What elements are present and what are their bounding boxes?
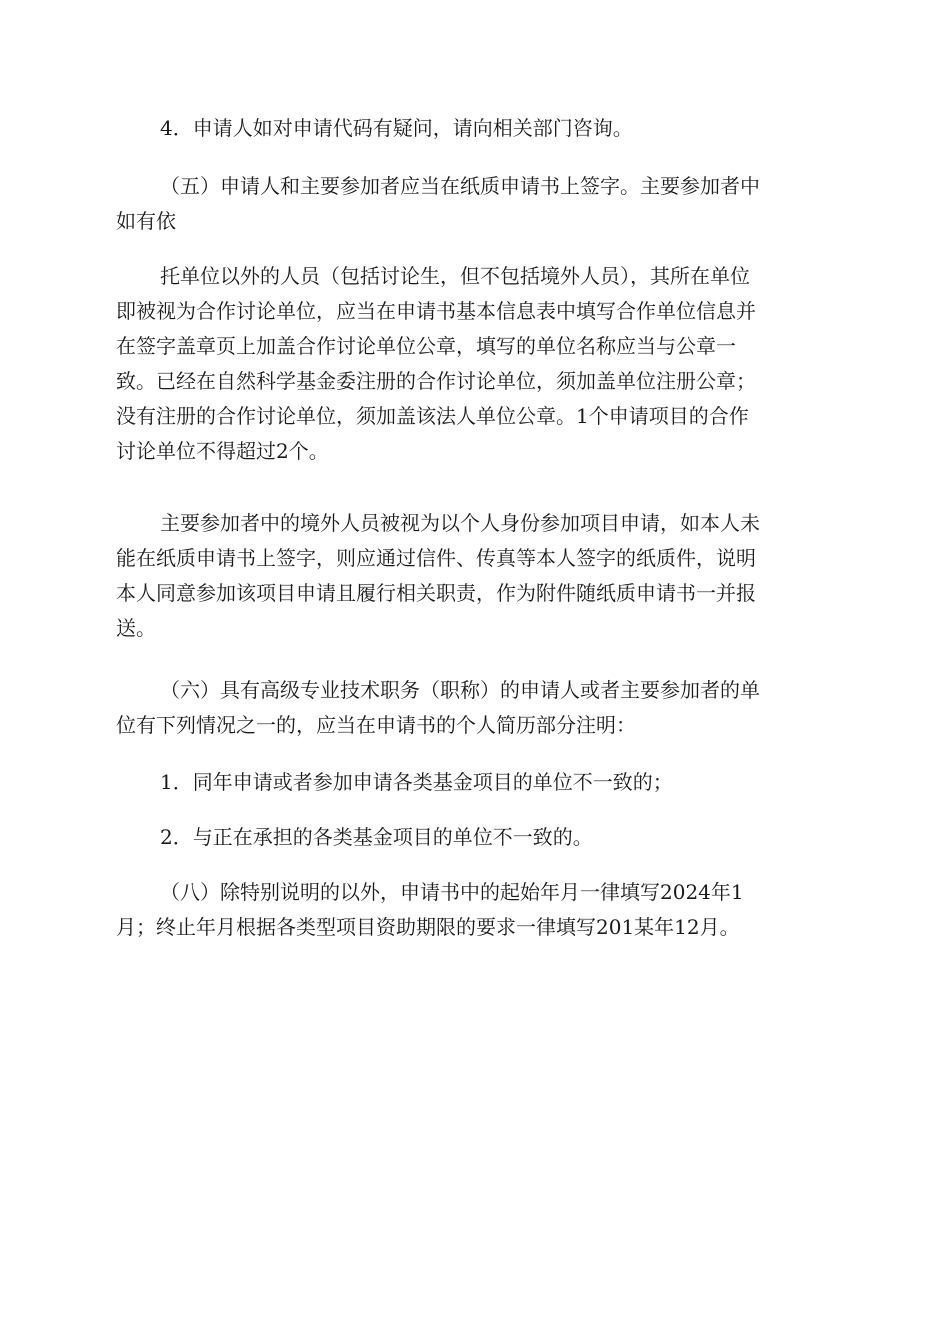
text-line: 1．同年申请或者参加申请各类基金项目的单位不一致的； — [160, 770, 673, 794]
text-line: 如有依 — [116, 209, 176, 233]
paragraph-item-4 — [116, 111, 836, 146]
text-line: 位有下列情况之一的，应当在申请书的个人简历部分注明： — [116, 713, 636, 737]
paragraph-overseas — [116, 506, 836, 646]
paragraph-section-5-continued — [116, 259, 836, 469]
text-line: （八）除特别说明的以外，申请书中的起始年月一律填写2024年1 — [160, 880, 744, 904]
paragraph-item-2 — [116, 820, 836, 855]
text-line: 讨论单位不得超过2个。 — [116, 439, 329, 463]
text-line: 致。已经在自然科学基金委注册的合作讨论单位，须加盖单位注册公章； — [116, 369, 756, 393]
text-line: 主要参加者中的境外人员被视为以个人身份参加项目申请，如本人未 — [160, 511, 760, 535]
text-line: 送。 — [116, 616, 156, 640]
text-line: 在签字盖章页上加盖合作讨论单位公章，填写的单位名称应当与公章一 — [116, 334, 736, 358]
text-line: 本人同意参加该项目申请且履行相关职责，作为附件随纸质申请书一并报 — [116, 581, 756, 605]
text-line: （六）具有高级专业技术职务（职称）的申请人或者主要参加者的单 — [160, 678, 760, 702]
paragraph-section-5 — [116, 169, 836, 239]
text-line: 没有注册的合作讨论单位，须加盖该法人单位公章。1个申请项目的合作 — [116, 404, 749, 428]
text-line: 2．与正在承担的各类基金项目的单位不一致的。 — [160, 825, 593, 849]
text-line: 月；终止年月根据各类型项目资助期限的要求一律填写201某年12月。 — [116, 915, 740, 939]
text-line: 4．申请人如对申请代码有疑问，请向相关部门咨询。 — [160, 116, 633, 140]
paragraph-item-1 — [116, 765, 836, 800]
text-line: 托单位以外的人员（包括讨论生，但不包括境外人员），其所在单位 — [160, 264, 750, 288]
text-line: 即被视为合作讨论单位，应当在申请书基本信息表中填写合作单位信息并 — [116, 299, 756, 323]
paragraph-section-6 — [116, 673, 836, 743]
paragraph-section-8 — [116, 875, 836, 945]
text-line: 能在纸质申请书上签字，则应通过信件、传真等本人签字的纸质件，说明 — [116, 546, 756, 570]
text-line: （五）申请人和主要参加者应当在纸质申请书上签字。主要参加者中 — [160, 174, 760, 198]
